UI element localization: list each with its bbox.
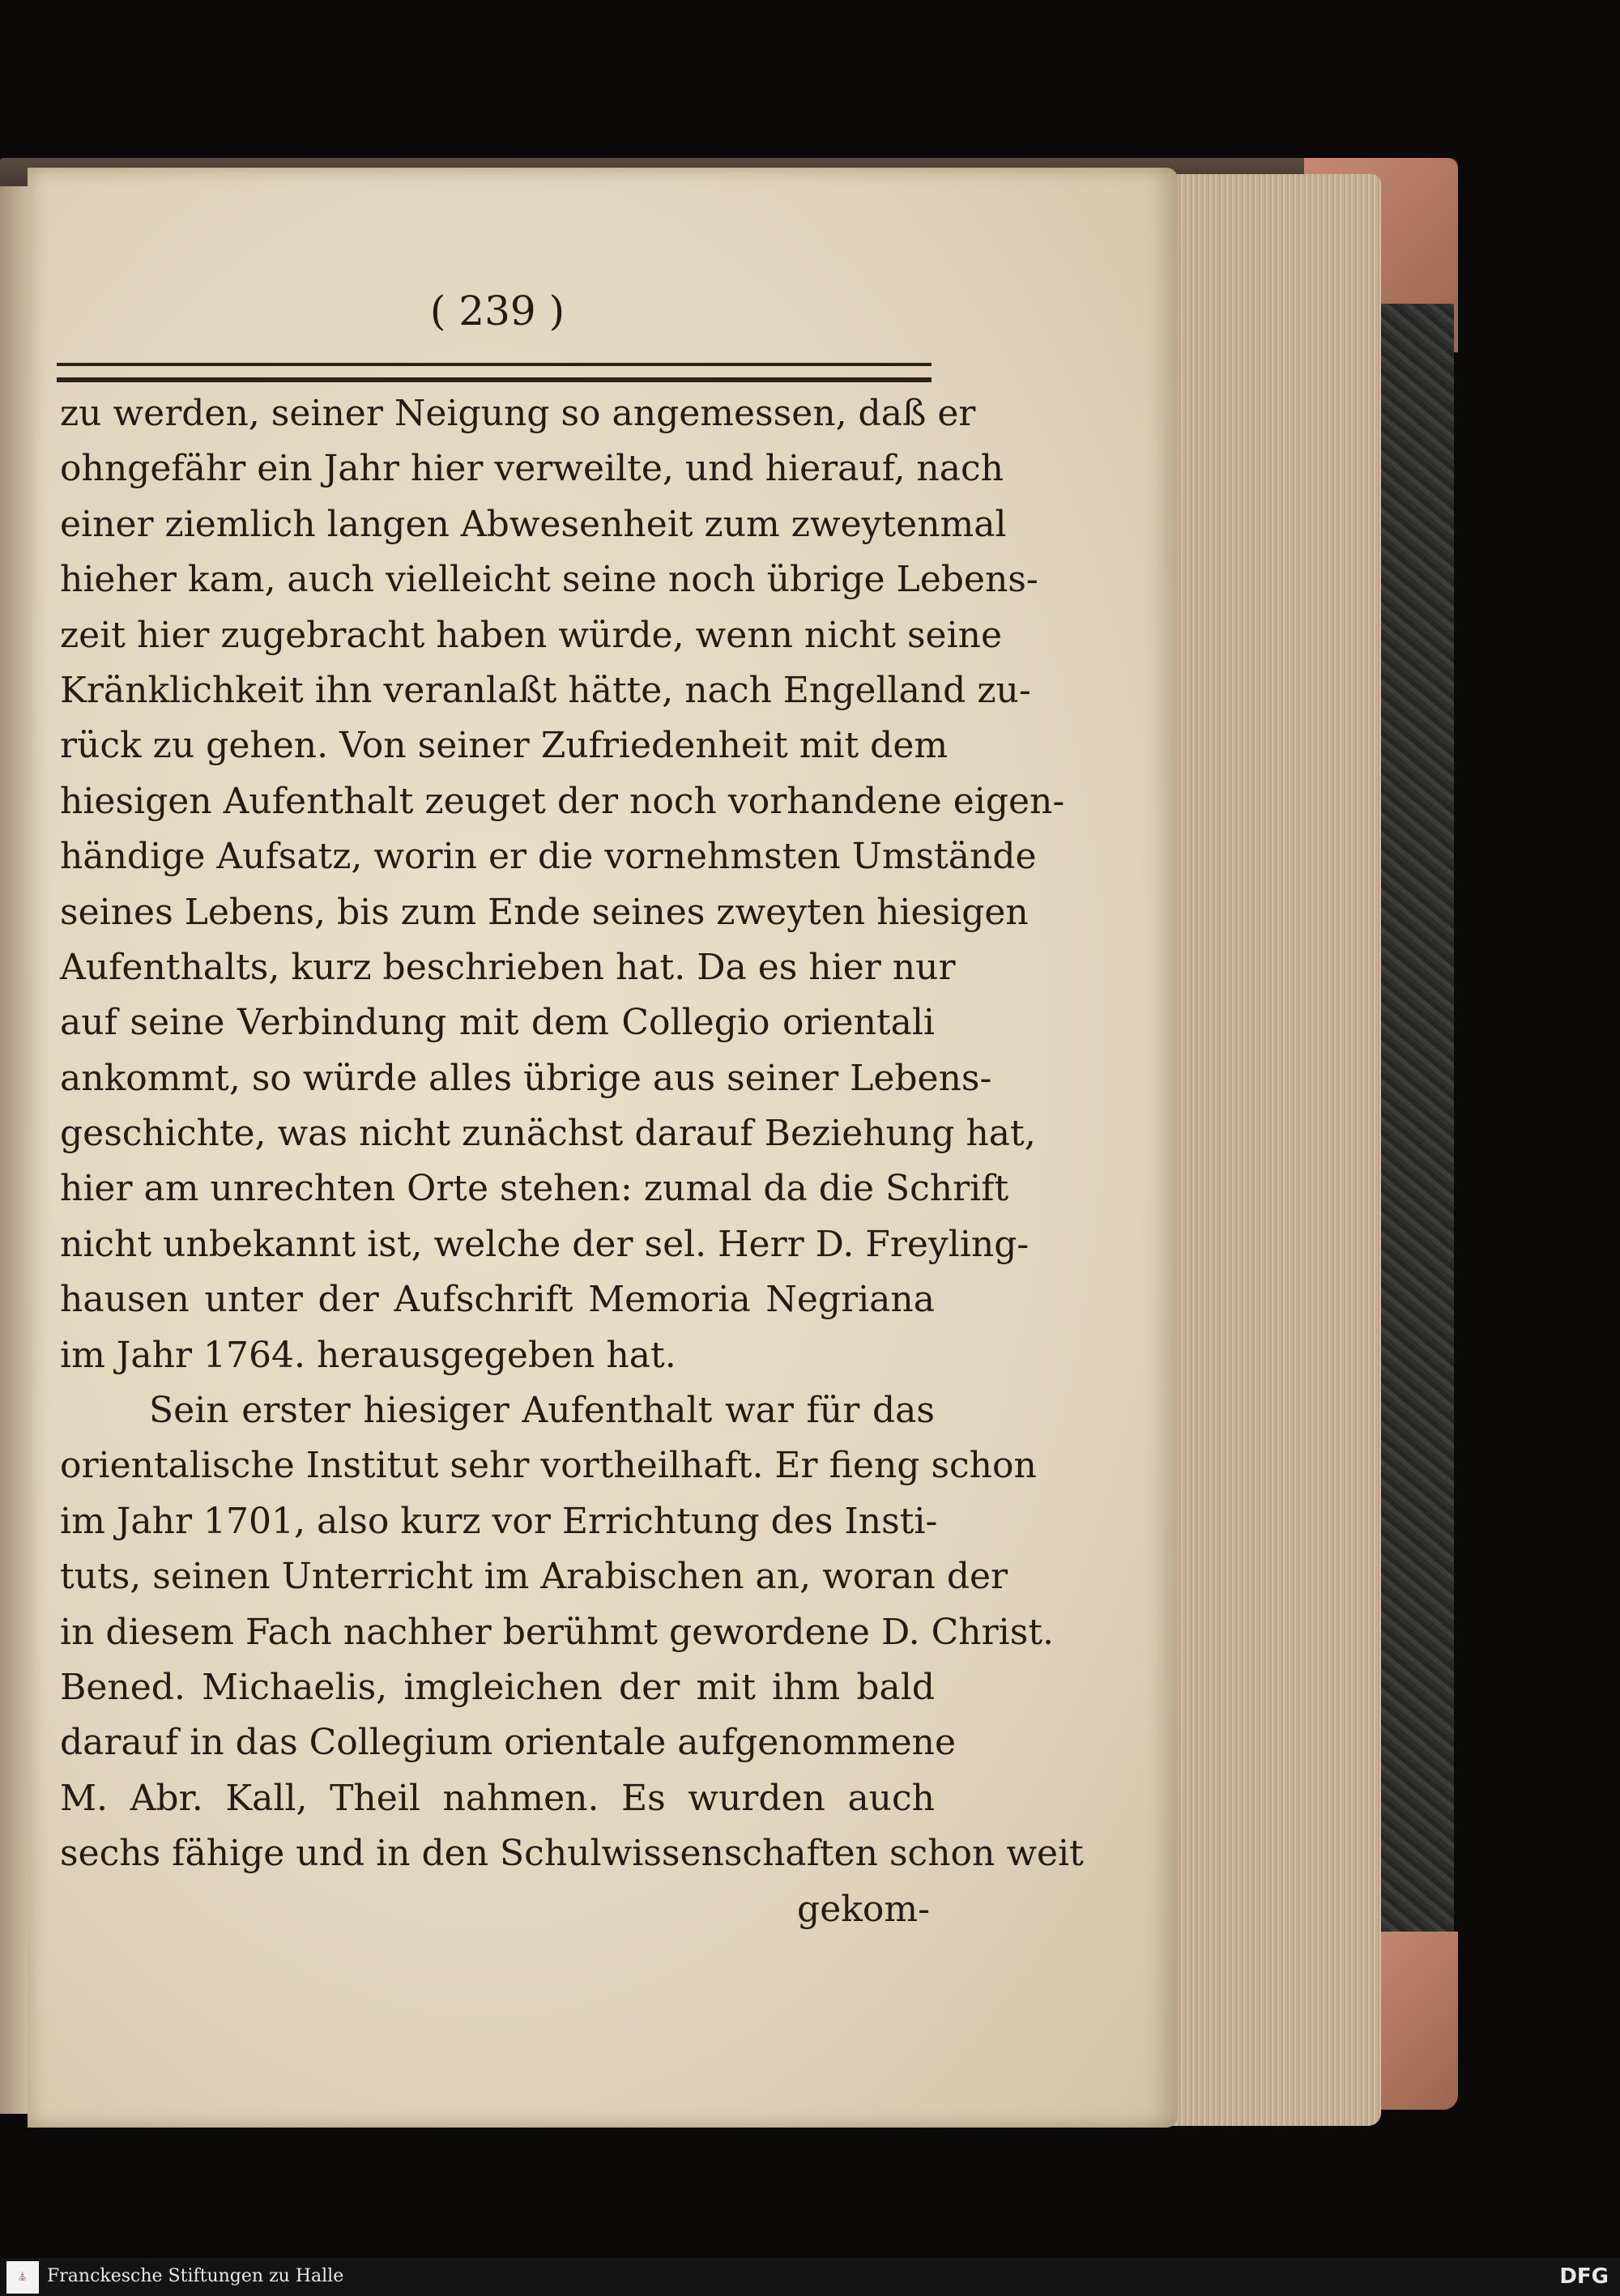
text-line: hiesigen Aufenthalt zeuget der noch vorhandene eigen- xyxy=(60,780,1065,822)
text-line: Bened. Michaelis, imgleichen der mit ihm bald xyxy=(60,1666,935,1708)
text-line: darauf in das Collegium orientale aufgenommene xyxy=(60,1722,956,1764)
page-text xyxy=(60,386,1084,1937)
text-line: Kränklichkeit ihn veranlaßt hätte, nach Engelland zu- xyxy=(60,669,1031,711)
text-line: im Jahr 1701, also kurz vor Errichtung des Insti- xyxy=(60,1500,938,1542)
institution-logo-icon: ⛪ xyxy=(6,2261,39,2294)
text-line: nicht unbekannt ist, welche der sel. Herr D. Freyling- xyxy=(60,1223,1030,1265)
text-line: zu werden, seiner Neigung so angemessen, daß er xyxy=(60,393,976,434)
text-line: einer ziemlich langen Abwesenheit zum zweytenmal xyxy=(60,503,1007,545)
header-rule xyxy=(57,363,932,382)
page-number: ( 239 ) xyxy=(429,288,565,334)
text-line: Sein erster hiesiger Aufenthalt war für das xyxy=(149,1390,935,1432)
text-line: ohngefähr ein Jahr hier verweilte, und hierauf, nach xyxy=(60,448,1004,490)
book-page xyxy=(28,168,1178,2128)
book-scan xyxy=(0,158,1458,2134)
text-line: hier am unrechten Orte stehen: zumal da die Schrift xyxy=(60,1168,1009,1210)
previous-page-edge xyxy=(0,186,29,2114)
text-line: Aufenthalts, kurz beschrieben hat. Da es hier nur xyxy=(60,946,956,988)
cover-cloth xyxy=(1369,304,1454,1956)
viewer-footer xyxy=(0,2258,1620,2296)
catchword: gekom- xyxy=(797,1888,930,1930)
text-line: geschichte, was nicht zunächst darauf Beziehung hat, xyxy=(60,1113,1036,1155)
text-line: sechs fähige und in den Schulwissenschaften schon weit xyxy=(60,1833,1084,1875)
text-line: rück zu gehen. Von seiner Zufriedenheit mit dem xyxy=(60,725,949,767)
text-line: zeit hier zugebracht haben würde, wenn nicht seine xyxy=(60,614,1003,656)
text-line: hausen unter der Aufschrift Memoria Negriana xyxy=(60,1279,935,1321)
text-line: orientalische Institut sehr vortheilhaft. Er fieng schon xyxy=(60,1445,1037,1487)
text-line: im Jahr 1764. herausgegeben hat. xyxy=(60,1334,676,1376)
institution-name: Franckesche Stiftungen zu Halle xyxy=(47,2266,344,2286)
text-line: auf seine Verbindung mit dem Collegio orientali xyxy=(60,1002,935,1044)
text-line: in diesem Fach nachher berühmt gewordene D. Christ. xyxy=(60,1611,1054,1653)
text-line: hieher kam, auch vielleicht seine noch übrige Lebens- xyxy=(60,559,1038,601)
text-line: händige Aufsatz, worin er die vornehmsten Umstände xyxy=(60,836,1037,878)
text-line: seines Lebens, bis zum Ende seines zweyten hiesigen xyxy=(60,891,1029,933)
text-line: ankommt, so würde alles übrige aus seiner Lebens- xyxy=(60,1057,992,1099)
text-line: tuts, seinen Unterricht im Arabischen an, woran der xyxy=(60,1556,1008,1598)
dfg-badge: DFG xyxy=(1559,2264,1609,2289)
text-line: M. Abr. Kall, Theil nahmen. Es wurden auch xyxy=(60,1777,935,1819)
